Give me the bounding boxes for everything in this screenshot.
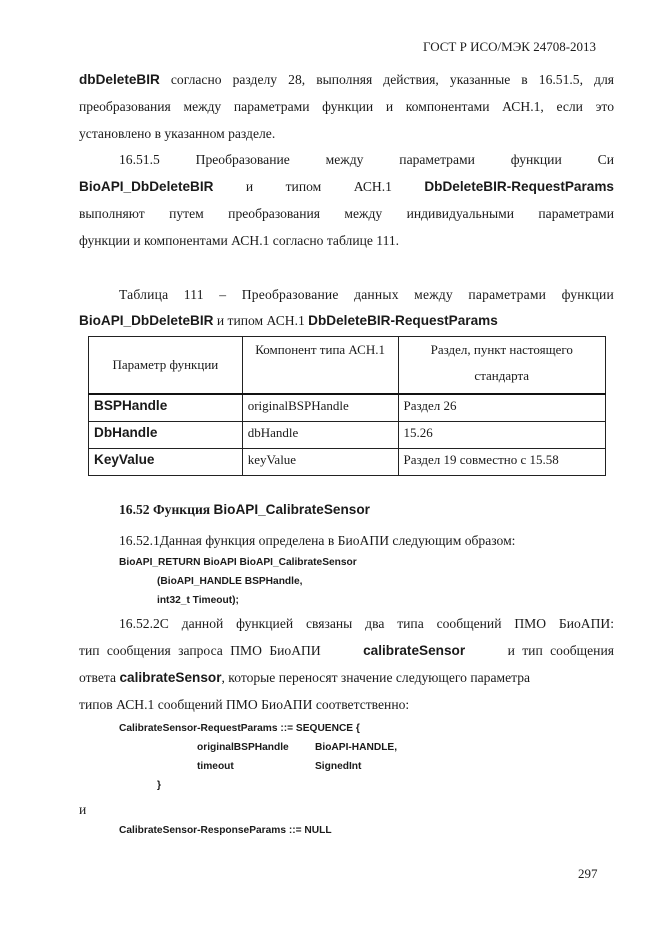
word: типом bbox=[285, 179, 322, 194]
para-16-52-2-line1: 16.52.2С данной функцией связаны два типа сообщений ПМО БиоАПИ: bbox=[119, 616, 614, 631]
word: Си bbox=[597, 152, 614, 167]
word: и bbox=[245, 179, 254, 194]
para-16-52-2-line4: типов АСН.1 сообщений ПМО БиоАПИ соответственно: bbox=[79, 697, 410, 712]
conjunction: и bbox=[79, 802, 87, 817]
table-cell: Раздел 26 bbox=[398, 394, 605, 422]
para-16-52-2-line3 bbox=[79, 664, 614, 691]
para1-text: согласно разделу 28, выполняя действия, указанные в 16.51.5, для bbox=[159, 72, 614, 87]
code-line: int32_t Timeout); bbox=[157, 595, 239, 606]
section-number: 16.52 Функция bbox=[119, 502, 214, 517]
text: , которые переносят значение следующего параметра bbox=[221, 670, 531, 685]
word: функции bbox=[510, 152, 562, 167]
table-cell: Раздел 19 совместно с 15.58 bbox=[398, 449, 605, 476]
word: Преобразование bbox=[195, 152, 290, 167]
fn-name: BioAPI_DbDeleteBIR bbox=[79, 313, 214, 328]
col-header: Компонент типа АСН.1 bbox=[242, 337, 398, 395]
code-field-name: timeout bbox=[197, 761, 234, 772]
para-16-52-2-line2 bbox=[79, 637, 614, 664]
table-row bbox=[89, 422, 606, 449]
col-header: Параметр функции bbox=[89, 337, 243, 395]
table-cell: KeyValue bbox=[89, 449, 243, 476]
fn-name: dbDeleteBIR bbox=[79, 72, 160, 87]
col-header: Раздел, пункт настоящего стандарта bbox=[398, 337, 605, 395]
code-field-name: originalBSPHandle bbox=[197, 742, 289, 753]
section-heading bbox=[119, 502, 370, 518]
type-name: DbDeleteBIR-RequestParams bbox=[308, 313, 498, 328]
para2-line1 bbox=[119, 146, 614, 173]
para2-line2 bbox=[79, 173, 614, 200]
para2-line4: функции и компонентами АСН.1 согласно таблице 111. bbox=[79, 233, 400, 248]
fn-name: BioAPI_DbDeleteBIR bbox=[79, 179, 214, 194]
clause-number: 16.51.5 bbox=[119, 152, 160, 167]
code-line: BioAPI_RETURN BioAPI BioAPI_CalibrateSensor bbox=[119, 557, 357, 568]
text: ответа bbox=[79, 670, 117, 685]
text: и тип сообщения bbox=[507, 643, 614, 658]
table-header-row bbox=[89, 337, 606, 395]
table-row bbox=[89, 449, 606, 476]
fn-name: BioAPI_CalibrateSensor bbox=[213, 502, 370, 517]
running-header: ГОСТ Р ИСО/МЭК 24708-2013 bbox=[423, 39, 597, 54]
type-name: DbDeleteBIR-RequestParams bbox=[424, 179, 614, 194]
message-name: calibrateSensor bbox=[119, 670, 222, 685]
code-line: } bbox=[157, 780, 161, 791]
table-caption-line1: Таблица 111 – Преобразование данных между параметрами функции bbox=[119, 287, 614, 302]
para1-line2: преобразования между параметрами функции и компонентами АСН.1, если это bbox=[79, 99, 614, 114]
table-cell: 15.26 bbox=[398, 422, 605, 449]
code-line: CalibrateSensor-RequestParams ::= SEQUENCE { bbox=[119, 723, 360, 734]
para2-line3: выполняют путем преобразования между индивидуальными параметрами bbox=[79, 206, 614, 221]
table-caption-line2 bbox=[79, 307, 498, 334]
table-cell: keyValue bbox=[242, 449, 398, 476]
para1-line1 bbox=[79, 66, 614, 93]
table-cell: originalBSPHandle bbox=[242, 394, 398, 422]
code-line: CalibrateSensor-ResponseParams ::= NULL bbox=[119, 825, 332, 836]
para1-line3: установлено в указанном разделе. bbox=[79, 126, 276, 141]
text-group bbox=[79, 664, 530, 691]
table-cell: DbHandle bbox=[89, 422, 243, 449]
page-number: 297 bbox=[578, 866, 598, 881]
table-cell: dbHandle bbox=[242, 422, 398, 449]
text: тип сообщения запроса ПМО БиоАПИ bbox=[79, 643, 321, 658]
code-field-type: BioAPI-HANDLE, bbox=[315, 742, 398, 753]
word: между bbox=[325, 152, 364, 167]
table-cell: BSPHandle bbox=[89, 394, 243, 422]
code-line: (BioAPI_HANDLE BSPHandle, bbox=[157, 576, 303, 587]
word: АСН.1 bbox=[353, 179, 392, 194]
caption-text: и типом АСН.1 bbox=[213, 313, 309, 328]
para-16-52-1: 16.52.1Данная функция определена в БиоАПИ следующим образом: bbox=[119, 533, 516, 548]
word: параметрами bbox=[399, 152, 475, 167]
message-name: calibrateSensor bbox=[363, 643, 466, 658]
table-row bbox=[89, 394, 606, 422]
mapping-table bbox=[88, 336, 606, 476]
code-field-type: SignedInt bbox=[315, 761, 362, 772]
